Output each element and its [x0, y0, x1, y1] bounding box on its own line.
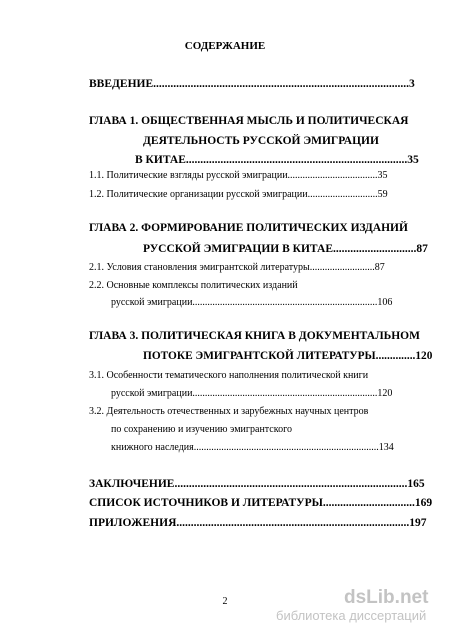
toc-section-3-2-line-3: книжного наследия..........................................................................134 — [111, 442, 394, 453]
toc-chapter-2-line-2: РУССКОЙ ЭМИГРАЦИИ В КИТАЕ.............................87 — [143, 243, 428, 255]
toc-bibliography: СПИСОК ИСТОЧНИКОВ И ЛИТЕРАТУРЫ................................169 — [89, 497, 433, 509]
toc-section-3-1-line-1: 3.1. Особенности тематического наполнения политической книги — [89, 370, 369, 381]
watermark-subtitle: библиотека диссертаций — [276, 608, 427, 623]
toc-section-1-2: 1.2. Политические организации русской эмиграции............................59 — [89, 189, 388, 200]
toc-chapter-1-line-2: ДЕЯТЕЛЬНОСТЬ РУССКОЙ ЭМИГРАЦИИ — [143, 135, 379, 147]
toc-section-2-2-line-1: 2.2. Основные комплексы политических изданий — [89, 280, 298, 291]
toc-chapter-1-line-3: В КИТАЕ.............................................................................35 — [135, 154, 419, 166]
toc-chapter-3-line-2: ПОТОКЕ ЭМИГРАНТСКОЙ ЛИТЕРАТУРЫ..............120 — [143, 350, 433, 362]
page-title: СОДЕРЖАНИЕ — [184, 40, 266, 52]
toc-introduction: ВВЕДЕНИЕ.........................................................................................3 — [89, 78, 415, 90]
toc-section-2-1: 2.1. Условия становления эмигрантской литературы..........................87 — [89, 262, 385, 273]
toc-section-1-1: 1.1. Политические взгляды русской эмиграции....................................35 — [89, 170, 388, 181]
toc-section-2-2-line-2: русской эмиграции..........................................................................106 — [111, 297, 393, 308]
toc-chapter-2-line-1: ГЛАВА 2. ФОРМИРОВАНИЕ ПОЛИТИЧЕСКИХ ИЗДАНИЙ — [89, 222, 408, 234]
toc-conclusion: ЗАКЛЮЧЕНИЕ.................................................................................165 — [89, 478, 425, 490]
toc-chapter-3-line-1: ГЛАВА 3. ПОЛИТИЧЕСКАЯ КНИГА В ДОКУМЕНТАЛЬНОМ — [89, 330, 420, 342]
toc-section-3-2-line-2: по сохранению и изучению эмигрантского — [111, 424, 292, 435]
watermark-logo: dsLib.net — [344, 587, 429, 608]
toc-appendices: ПРИЛОЖЕНИЯ.................................................................................197 — [89, 517, 427, 529]
toc-section-3-2-line-1: 3.2. Деятельность отечественных и зарубежных научных центров — [89, 406, 369, 417]
toc-chapter-1-line-1: ГЛАВА 1. ОБЩЕСТВЕННАЯ МЫСЛЬ И ПОЛИТИЧЕСКАЯ — [89, 115, 409, 127]
toc-section-3-1-line-2: русской эмиграции..........................................................................120 — [111, 388, 393, 399]
page-number: 2 — [222, 596, 228, 607]
